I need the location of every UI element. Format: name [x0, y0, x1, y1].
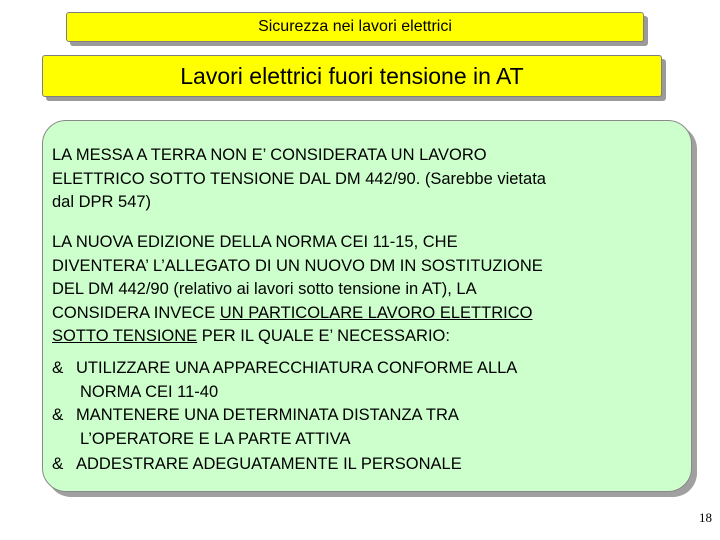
page-number: 18: [699, 510, 712, 525]
bullet-ampersand-icon: &: [52, 405, 64, 424]
paragraph-2: [52, 231, 692, 349]
underlined-text: SOTTO TENSIONE: [52, 327, 198, 345]
bullet-item: [52, 452, 462, 476]
bullet-text: NORMA CEI 11-40: [80, 383, 219, 401]
paragraph-2-line: [52, 325, 692, 349]
bullet-item: [52, 403, 459, 451]
paragraph-1-line: LA MESSA A TERRA NON E’ CONSIDERATA UN LAVORO: [52, 146, 487, 164]
header-banner-text: Sicurezza nei lavori elettrici: [258, 18, 452, 35]
paragraph-1-line: dal DPR 547): [52, 193, 152, 211]
paragraph-2-text: CONSIDERA INVECE: [52, 303, 220, 322]
paragraph-1: [52, 144, 692, 215]
underlined-text: UN PARTICOLARE LAVORO ELETTRICO: [219, 303, 533, 322]
paragraph-1-line: ELETTRICO SOTTO TENSIONE DAL DM 442/90. (Sarebbe vietata: [52, 169, 546, 188]
bullet-ampersand-icon: &: [52, 358, 64, 377]
header-banner: [66, 12, 644, 42]
paragraph-2-line: [52, 302, 692, 326]
paragraph-2-text: PER IL QUALE E’ NECESSARIO:: [197, 327, 450, 345]
paragraph-2-line: DIVENTERA’ L’ALLEGATO DI UN NUOVO DM IN SOSTITUZIONE: [52, 256, 543, 275]
bullet-text: MANTENERE UNA DETERMINATA DISTANZA TRA: [76, 406, 459, 424]
bullet-item: [52, 356, 517, 404]
slide-title-text: Lavori elettrici fuori tensione in AT: [180, 62, 524, 89]
bullet-text: ADDESTRARE ADEGUATAMENTE IL PERSONALE: [76, 455, 462, 473]
bullet-text: UTILIZZARE UNA APPARECCHIATURA CONFORME ALLA: [76, 359, 518, 377]
slide-title: [42, 55, 662, 97]
paragraph-2-line: DEL DM 442/90 (relativo ai lavori sotto tensione in AT), LA: [52, 280, 477, 298]
paragraph-2-line: LA NUOVA EDIZIONE DELLA NORMA CEI 11-15, CHE: [52, 233, 458, 251]
bullet-text: L’OPERATORE E LA PARTE ATTIVA: [80, 430, 351, 448]
bullet-ampersand-icon: &: [52, 454, 64, 473]
